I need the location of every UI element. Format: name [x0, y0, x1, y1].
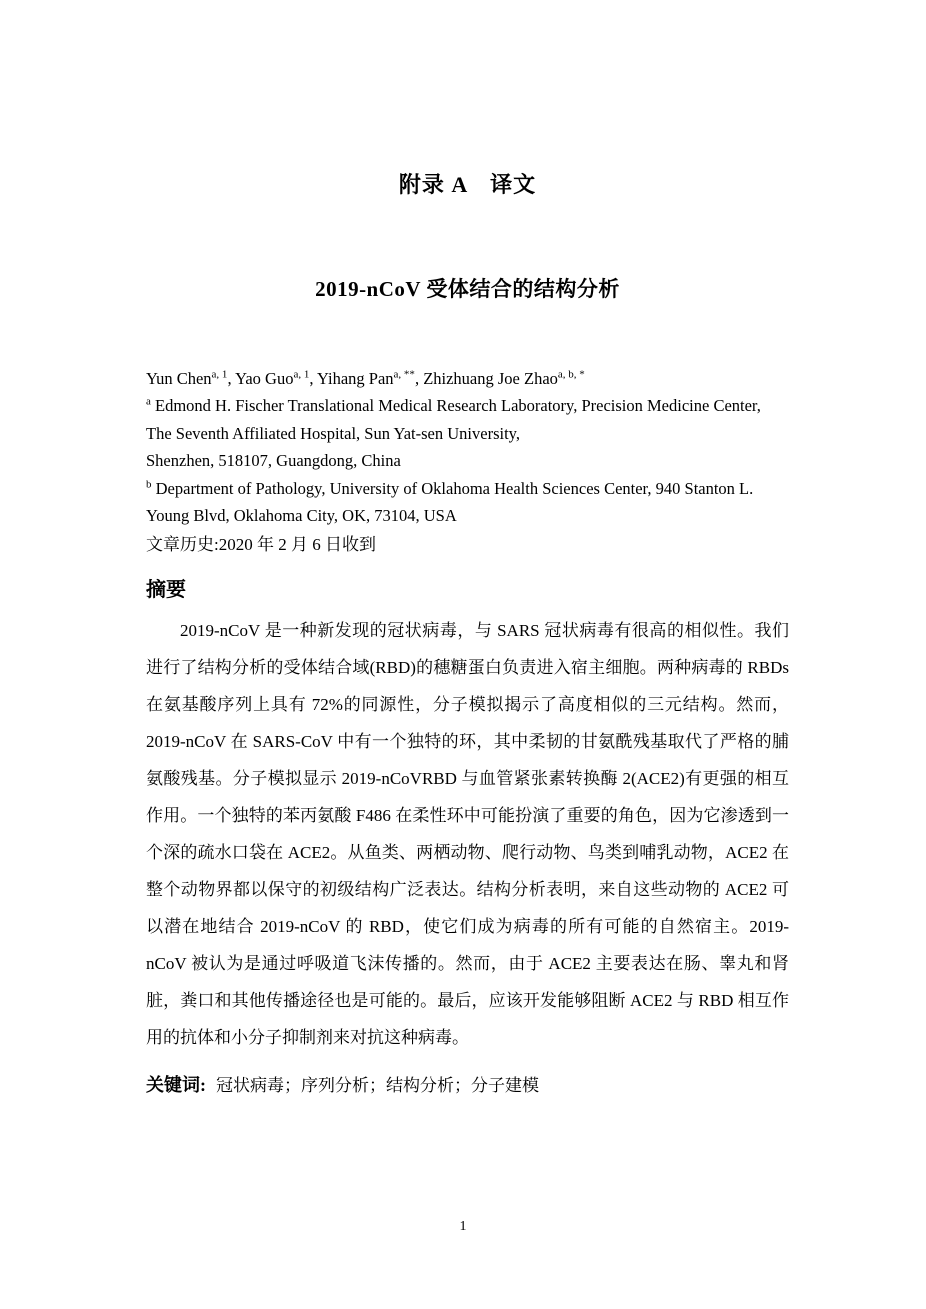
author-name: , Yihang Pan	[309, 369, 394, 388]
affiliation-a-text: Edmond H. Fischer Translational Medical Research Laboratory, Precision Medicine Center, The Seventh Affiliated Hospital, Sun Yat-sen University,	[146, 396, 761, 443]
affiliation-marker-b: b	[146, 478, 152, 490]
author-affiliation-marker: a, b, *	[557, 368, 585, 381]
affiliation-b	[146, 475, 789, 530]
abstract-body: 2019-nCoV 是一种新发现的冠状病毒，与 SARS 冠状病毒有很高的相似性。我们进行了结构分析的受体结合域(RBD)的穗糖蛋白负责进入宿主细胞。两种病毒的 RBDs 在氨基酸序列上具有 72%的同源性，分子模拟揭示了高度相似的三元结构。然而，2019-nCoV 在 SARS-CoV 中有一个独特的环，其中柔韧的甘氨酰残基取代了严格的脯氨酸残基。分子模拟显示 2019-nCoVRBD 与血管紧张素转换酶 2(ACE2)有更强的相互作用。一个独特的苯丙氨酸 F486 在柔性环中可能扮演了重要的角色，因为它渗透到一个深的疏水口袋在 ACE2。从鱼类、两栖动物、爬行动物、鸟类到哺乳动物，ACE2 在整个动物界都以保守的初级结构广泛表达。结构分析表明，来自这些动物的 ACE2 可以潜在地结合 2019-nCoV 的 RBD，使它们成为病毒的所有可能的自然宿主。2019-nCoV 被认为是通过呼吸道飞沫传播的。然而，由于 ACE2 主要表达在肠、睾丸和肾脏，粪口和其他传播途径也是可能的。最后，应该开发能够阻断 ACE2 与 RBD 相互作用的抗体和小分子抑制剂来对抗这种病毒。	[146, 620, 789, 1047]
affiliation-b-text: Department of Pathology, University of Oklahoma Health Sciences Center, 940 Stanton L. Young Blvd, Oklahoma City, OK, 73104, USA	[146, 478, 754, 525]
paper-title: 2019-nCoV 受体结合的结构分析	[315, 277, 620, 301]
author-affiliation-marker: a, 1	[211, 368, 228, 381]
keywords-label: 关键词:	[146, 1074, 206, 1095]
author-affiliation-marker: a, 1	[293, 368, 310, 381]
affiliation-a-city: Shenzhen, 518107, Guangdong, China	[146, 451, 401, 470]
keywords-line	[146, 1070, 789, 1101]
author-line	[146, 365, 789, 392]
author-name: , Yao Guo	[227, 369, 294, 388]
abstract-heading: 摘要	[146, 578, 186, 601]
author-name: Yun Chen	[146, 369, 212, 388]
article-history: 文章历史:2020 年 2 月 6 日收到	[146, 534, 376, 554]
appendix-title: 附录 A 译文	[398, 172, 537, 197]
author-name: , Zhizhuang Joe Zhao	[414, 369, 558, 388]
keywords-text: 冠状病毒；序列分析；结构分析；分子建模	[216, 1075, 539, 1095]
page-number: 1	[459, 1219, 467, 1234]
author-affiliation-marker: a, **	[393, 368, 415, 381]
affiliation-a	[146, 392, 789, 447]
affiliation-marker-a: a	[146, 395, 151, 408]
